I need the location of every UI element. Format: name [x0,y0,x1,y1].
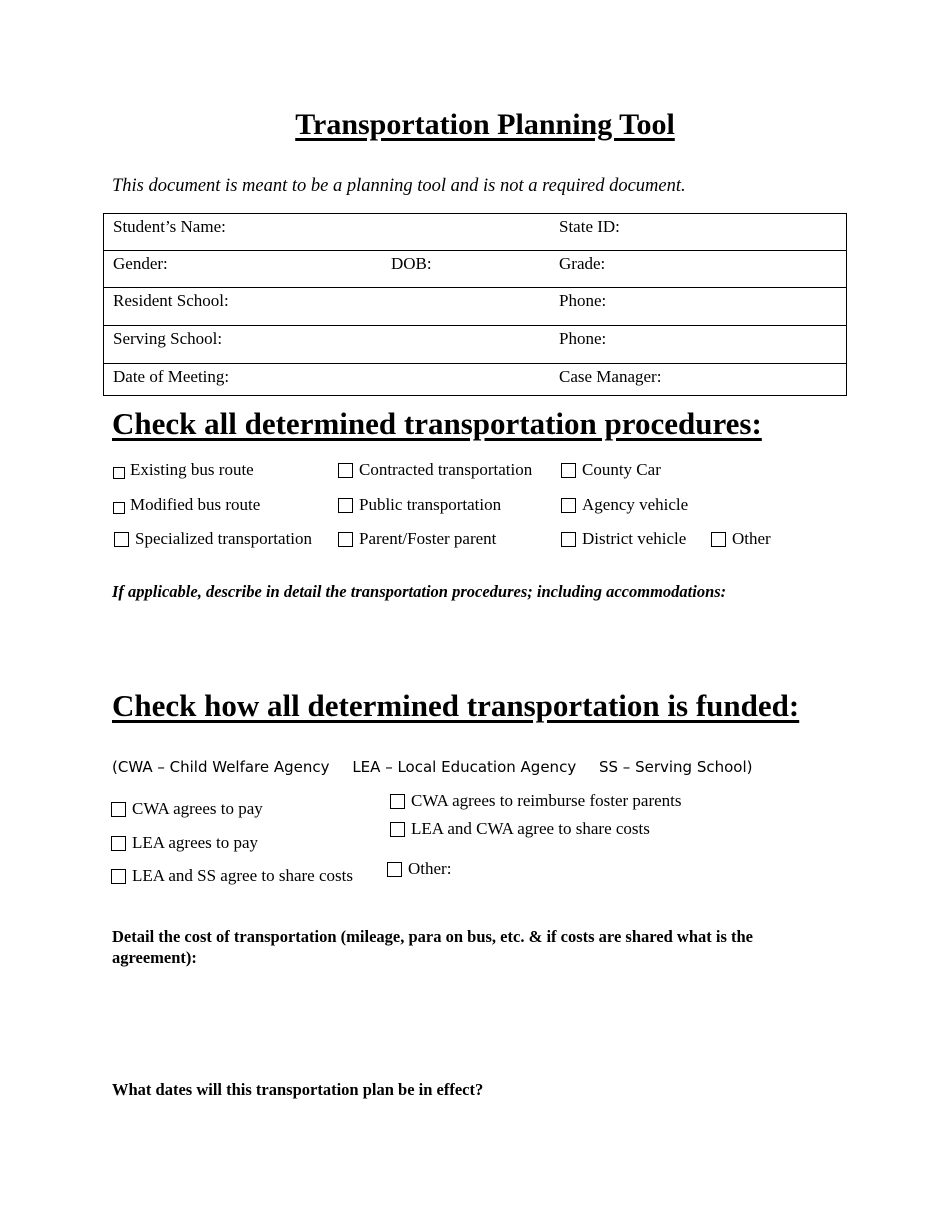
option-district-vehicle[interactable]: District vehicle [561,529,686,549]
option-contracted-transportation[interactable]: Contracted transportation [338,460,532,480]
page-subtitle: This document is meant to be a planning tool and is not a required document. [112,176,686,196]
date-of-meeting-field[interactable]: Date of Meeting: [113,367,230,386]
dob-field[interactable]: DOB: [391,254,432,273]
student-info-table [103,213,847,396]
checkbox[interactable] [111,836,126,851]
checkbox[interactable] [390,822,405,837]
option-public-transportation[interactable]: Public transportation [338,495,501,515]
option-funding-other[interactable]: Other: [387,859,451,879]
grade-field[interactable]: Grade: [559,254,606,273]
legend-lea: LEA – Local Education Agency [352,758,577,776]
table-row [104,326,846,364]
option-lea-ss-share-costs[interactable]: LEA and SS agree to share costs [111,866,353,886]
option-modified-bus-route[interactable]: Modified bus route [113,495,260,515]
state-id-field[interactable]: State ID: [559,217,620,236]
page-title: Transportation Planning Tool [295,108,675,141]
resident-phone-field[interactable]: Phone: [559,291,607,310]
legend-ss: SS – Serving School) [598,758,753,776]
checkbox[interactable] [390,794,405,809]
procedures-heading: Check all determined transportation procedures: [112,406,762,441]
funding-heading: Check how all determined transportation is funded: [112,688,800,723]
serving-phone-field[interactable]: Phone: [559,329,607,348]
checkbox[interactable] [387,862,402,877]
table-row [104,214,846,251]
option-lea-agrees-to-pay[interactable]: LEA agrees to pay [111,833,258,853]
checkbox[interactable] [711,532,726,547]
funding-legend [112,758,770,776]
checkbox[interactable] [111,802,126,817]
dates-prompt: What dates will this transportation plan be in effect? [112,1080,484,1099]
checkbox[interactable] [561,532,576,547]
table-row [104,251,846,288]
checkbox[interactable] [113,502,125,514]
checkbox[interactable] [338,463,353,478]
checkbox[interactable] [561,463,576,478]
cost-detail-prompt: Detail the cost of transportation (mileage, para on bus, etc. & if costs are shared what is the agreement): [112,927,753,967]
table-row [104,364,846,396]
option-agency-vehicle[interactable]: Agency vehicle [561,495,688,515]
legend-cwa: (CWA – Child Welfare Agency [112,758,330,776]
checkbox[interactable] [113,467,125,479]
option-existing-bus-route[interactable]: Existing bus route [113,460,254,480]
option-county-car[interactable]: County Car [561,460,661,480]
option-other[interactable]: Other [711,529,771,549]
checkbox[interactable] [338,498,353,513]
checkbox[interactable] [114,532,129,547]
option-cwa-reimburse-foster-parents[interactable]: CWA agrees to reimburse foster parents [390,791,682,811]
checkbox[interactable] [338,532,353,547]
checkbox[interactable] [111,869,126,884]
option-cwa-agrees-to-pay[interactable]: CWA agrees to pay [111,799,263,819]
student-name-field[interactable]: Student’s Name: [113,217,226,236]
option-specialized-transportation[interactable]: Specialized transportation [114,529,312,549]
option-lea-cwa-share-costs[interactable]: LEA and CWA agree to share costs [390,819,650,839]
resident-school-field[interactable]: Resident School: [113,291,229,310]
checkbox[interactable] [561,498,576,513]
gender-field[interactable]: Gender: [113,254,168,273]
procedures-detail-prompt: If applicable, describe in detail the transportation procedures; including accommodations: [112,582,727,601]
option-parent-foster-parent[interactable]: Parent/Foster parent [338,529,496,549]
case-manager-field[interactable]: Case Manager: [559,367,662,386]
serving-school-field[interactable]: Serving School: [113,329,223,348]
table-row [104,288,846,326]
